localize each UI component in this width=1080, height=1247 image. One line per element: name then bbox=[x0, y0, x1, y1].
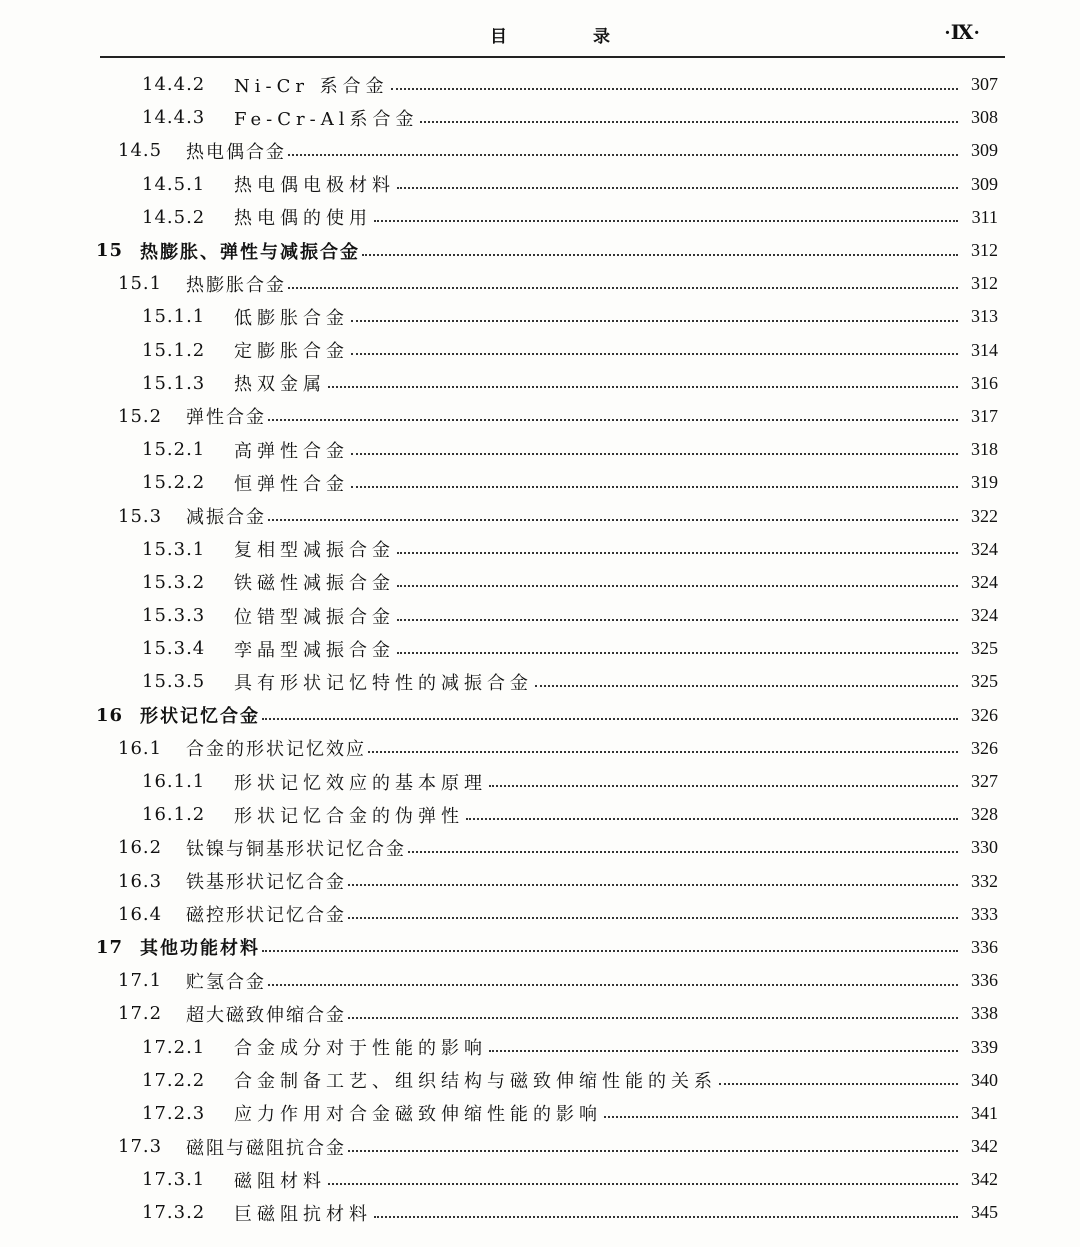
dot-leader bbox=[397, 652, 958, 654]
toc-entry-number: 15.3.2 bbox=[142, 571, 206, 593]
toc-entry-title: 形状记忆合金 bbox=[140, 706, 260, 728]
dot-leader bbox=[348, 917, 958, 919]
toc-entry-page: 345 bbox=[971, 1202, 998, 1223]
dot-leader bbox=[262, 718, 958, 720]
toc-entry-number: 17.1 bbox=[118, 970, 163, 992]
toc-entry-title: 热膨胀、弹性与减振合金 bbox=[140, 241, 360, 263]
toc-entry-title: 热电偶合金 bbox=[186, 141, 286, 163]
toc-entry-title: 合金制备工艺、组织结构与磁致伸缩性能的关系 bbox=[234, 1071, 717, 1093]
toc-entry-title: Fe-Cr-Al系合金 bbox=[234, 108, 419, 130]
toc-entry-title: 热电偶的使用 bbox=[234, 208, 372, 230]
toc-entry-number: 16 bbox=[96, 704, 124, 726]
toc-entry bbox=[0, 798, 1080, 831]
dot-leader bbox=[368, 751, 958, 753]
toc-entry-page: 342 bbox=[971, 1169, 998, 1190]
toc-entry-title: 位错型减振合金 bbox=[234, 606, 395, 628]
toc-entry bbox=[0, 1064, 1080, 1097]
dot-leader bbox=[351, 320, 958, 322]
toc-entry-title: 其他功能材料 bbox=[140, 938, 260, 960]
dot-leader bbox=[604, 1116, 958, 1118]
toc-entry-page: 325 bbox=[971, 671, 998, 692]
toc-entry-number: 17.2.1 bbox=[142, 1036, 206, 1058]
toc-entry-title: 合金成分对于性能的影响 bbox=[234, 1038, 487, 1060]
toc-entry-number: 15 bbox=[96, 240, 124, 262]
toc-entry bbox=[0, 533, 1080, 566]
dot-leader bbox=[268, 519, 958, 521]
toc-entry-page: 324 bbox=[971, 605, 998, 626]
toc-entry-number: 17.2.3 bbox=[142, 1102, 206, 1124]
dot-leader bbox=[328, 1183, 958, 1185]
toc-entry bbox=[0, 732, 1080, 765]
toc-entry-page: 339 bbox=[971, 1036, 998, 1057]
page-header bbox=[100, 18, 1000, 56]
toc-entry-title: 热双金属 bbox=[234, 374, 326, 396]
dot-leader bbox=[466, 818, 958, 820]
dot-leader bbox=[351, 486, 958, 488]
dot-leader bbox=[268, 984, 958, 986]
toc-entry-number: 15.3.4 bbox=[142, 638, 206, 660]
toc-entry-title: 磁阻与磁阻抗合金 bbox=[186, 1137, 346, 1159]
toc-entry bbox=[0, 134, 1080, 167]
toc-entry-page: 324 bbox=[971, 571, 998, 592]
toc-entry bbox=[0, 300, 1080, 333]
toc-entry bbox=[0, 1130, 1080, 1163]
toc-entry-page: 318 bbox=[971, 439, 998, 460]
toc-entry-number: 16.1.1 bbox=[142, 771, 206, 793]
toc-entry-title: 钛镍与铜基形状记忆合金 bbox=[186, 838, 406, 860]
toc-entry-page: 309 bbox=[971, 173, 998, 194]
dot-leader bbox=[348, 1150, 958, 1152]
dot-leader bbox=[489, 785, 958, 787]
toc-entry-page: 333 bbox=[971, 903, 998, 924]
toc-entry-page: 322 bbox=[971, 505, 998, 526]
dot-leader bbox=[397, 187, 958, 189]
toc-entry-title: 形状记忆合金的伪弹性 bbox=[234, 805, 464, 827]
dot-leader bbox=[351, 353, 958, 355]
toc-entry bbox=[0, 632, 1080, 665]
dot-leader bbox=[351, 453, 958, 455]
toc-entry-number: 15.2 bbox=[118, 405, 163, 427]
toc-entry-title: 铁磁性减振合金 bbox=[234, 573, 395, 595]
dot-leader bbox=[397, 552, 958, 554]
toc-entry-number: 17.2.2 bbox=[142, 1069, 206, 1091]
toc-entry-title: 低膨胀合金 bbox=[234, 307, 349, 329]
toc-entry-title: 复相型减振合金 bbox=[234, 540, 395, 562]
toc-entry-number: 17 bbox=[96, 936, 124, 958]
toc-entry bbox=[0, 665, 1080, 698]
toc-entry bbox=[0, 400, 1080, 433]
toc-entry-page: 314 bbox=[971, 339, 998, 360]
toc-entry-number: 14.5.2 bbox=[142, 206, 206, 228]
toc-entry bbox=[0, 997, 1080, 1030]
dot-leader bbox=[391, 88, 958, 90]
toc-entry bbox=[0, 201, 1080, 234]
toc-entry-page: 340 bbox=[971, 1069, 998, 1090]
toc-entry bbox=[0, 267, 1080, 300]
toc-entry-page: 326 bbox=[971, 737, 998, 758]
toc-entry-title: 磁控形状记忆合金 bbox=[186, 905, 346, 927]
dot-leader bbox=[397, 619, 958, 621]
dot-leader bbox=[374, 220, 958, 222]
toc-entry-number: 17.3.1 bbox=[142, 1169, 206, 1191]
toc-entry-number: 17.2 bbox=[118, 1003, 163, 1025]
toc-entry-number: 15.2.2 bbox=[142, 472, 206, 494]
toc-entry-number: 16.3 bbox=[118, 870, 163, 892]
toc-entry bbox=[0, 1030, 1080, 1063]
toc-entry-number: 15.1.2 bbox=[142, 339, 206, 361]
toc-entry-number: 14.4.3 bbox=[142, 107, 206, 129]
toc-entry-title: 减振合金 bbox=[186, 507, 266, 529]
toc-entry-page: 324 bbox=[971, 538, 998, 559]
toc-entry-number: 14.5.1 bbox=[142, 173, 206, 195]
toc-entry bbox=[0, 433, 1080, 466]
toc-entry bbox=[0, 234, 1080, 267]
toc-entry-page: 326 bbox=[971, 704, 998, 725]
dot-leader bbox=[268, 419, 958, 421]
toc-entry-page: 312 bbox=[971, 240, 998, 261]
toc-entry-page: 312 bbox=[971, 273, 998, 294]
toc-entry-page: 330 bbox=[971, 837, 998, 858]
toc-entry-page: 316 bbox=[971, 372, 998, 393]
toc-entry-page: 309 bbox=[971, 140, 998, 161]
toc-entry bbox=[0, 964, 1080, 997]
toc-entry bbox=[0, 68, 1080, 101]
toc-entry bbox=[0, 1196, 1080, 1229]
toc-entry-page: 341 bbox=[971, 1102, 998, 1123]
toc-entry-title: 热电偶电极材料 bbox=[234, 175, 395, 197]
toc-entry bbox=[0, 865, 1080, 898]
toc-entry-page: 319 bbox=[971, 472, 998, 493]
toc-entry-number: 15.1 bbox=[118, 273, 163, 295]
toc-entry bbox=[0, 168, 1080, 201]
toc-entry-title: 合金的形状记忆效应 bbox=[186, 739, 366, 761]
toc-entry-title: 高弹性合金 bbox=[234, 440, 349, 462]
toc-entry-title: 定膨胀合金 bbox=[234, 341, 349, 363]
dot-leader bbox=[489, 1050, 958, 1052]
toc-entry-number: 16.1.2 bbox=[142, 804, 206, 826]
toc-entry-page: 317 bbox=[971, 405, 998, 426]
dot-leader bbox=[397, 585, 958, 587]
toc-entry-page: 336 bbox=[971, 970, 998, 991]
dot-leader bbox=[535, 685, 958, 687]
toc-entry bbox=[0, 566, 1080, 599]
toc-entry-number: 15.2.1 bbox=[142, 439, 206, 461]
toc-entry bbox=[0, 1097, 1080, 1130]
toc-entry-title: 形状记忆效应的基本原理 bbox=[234, 772, 487, 794]
toc-entry-number: 15.3.5 bbox=[142, 671, 206, 693]
toc-entry-title: 孪晶型减振合金 bbox=[234, 639, 395, 661]
header-rule bbox=[100, 56, 1005, 58]
toc-entry-page: 342 bbox=[971, 1136, 998, 1157]
toc-entry-number: 14.4.2 bbox=[142, 74, 206, 96]
dot-leader bbox=[288, 287, 958, 289]
toc-entry-number: 16.4 bbox=[118, 903, 163, 925]
toc-entry-title: 热膨胀合金 bbox=[186, 274, 286, 296]
toc-entry-title: 磁阻材料 bbox=[234, 1170, 326, 1192]
toc-entry bbox=[0, 831, 1080, 864]
toc-entry-number: 15.1.3 bbox=[142, 372, 206, 394]
toc-entry-title: Ni-Cr 系合金 bbox=[234, 75, 389, 97]
toc-entry-page: 325 bbox=[971, 638, 998, 659]
dot-leader bbox=[328, 386, 958, 388]
toc-entry-page: 311 bbox=[971, 206, 998, 227]
toc-entry-title: 恒弹性合金 bbox=[234, 473, 349, 495]
dot-leader bbox=[348, 1017, 958, 1019]
dot-leader bbox=[408, 851, 958, 853]
dot-leader bbox=[288, 154, 958, 156]
toc-entry-number: 17.3.2 bbox=[142, 1202, 206, 1224]
toc-entry-page: 327 bbox=[971, 771, 998, 792]
toc-entry-title: 具有形状记忆特性的减振合金 bbox=[234, 672, 533, 694]
toc-entry-page: 338 bbox=[971, 1003, 998, 1024]
toc-entry-title: 贮氢合金 bbox=[186, 971, 266, 993]
toc-entry-number: 15.3 bbox=[118, 505, 163, 527]
dot-leader bbox=[362, 254, 958, 256]
toc-entry bbox=[0, 499, 1080, 532]
toc-entry-number: 15.1.1 bbox=[142, 306, 206, 328]
dot-leader bbox=[348, 884, 958, 886]
toc-entry-page: 313 bbox=[971, 306, 998, 327]
toc-entry-number: 15.3.1 bbox=[142, 538, 206, 560]
toc-entry-title: 超大磁致伸缩合金 bbox=[186, 1004, 346, 1026]
toc-entry-page: 308 bbox=[971, 107, 998, 128]
toc-entry-page: 328 bbox=[971, 804, 998, 825]
toc-entry bbox=[0, 367, 1080, 400]
dot-leader bbox=[262, 950, 958, 952]
toc-entry-title: 应力作用对合金磁致伸缩性能的影响 bbox=[234, 1104, 602, 1126]
toc-entry bbox=[0, 599, 1080, 632]
toc-entry-title: 弹性合金 bbox=[186, 407, 266, 429]
toc-entry-number: 17.3 bbox=[118, 1136, 163, 1158]
toc-entry-number: 16.2 bbox=[118, 837, 163, 859]
dot-leader bbox=[420, 121, 958, 123]
toc-entry-page: 307 bbox=[971, 74, 998, 95]
toc-entry bbox=[0, 334, 1080, 367]
header-title: 目 录 bbox=[490, 27, 650, 47]
toc-entry bbox=[0, 931, 1080, 964]
toc-entry bbox=[0, 765, 1080, 798]
toc-entry-number: 14.5 bbox=[118, 140, 163, 162]
toc-entry-number: 16.1 bbox=[118, 737, 163, 759]
toc-entry-title: 铁基形状记忆合金 bbox=[186, 872, 346, 894]
toc-entry-title: 巨磁阻抗材料 bbox=[234, 1203, 372, 1225]
toc-entry bbox=[0, 101, 1080, 134]
toc-entry bbox=[0, 466, 1080, 499]
dot-leader bbox=[374, 1216, 958, 1218]
table-of-contents bbox=[0, 68, 1080, 1230]
toc-entry-page: 332 bbox=[971, 870, 998, 891]
toc-entry bbox=[0, 898, 1080, 931]
dot-leader bbox=[719, 1083, 958, 1085]
toc-entry bbox=[0, 699, 1080, 732]
toc-entry-number: 15.3.3 bbox=[142, 605, 206, 627]
header-page-number: ·Ⅸ· bbox=[944, 22, 980, 44]
toc-entry-page: 336 bbox=[971, 936, 998, 957]
toc-entry bbox=[0, 1163, 1080, 1196]
